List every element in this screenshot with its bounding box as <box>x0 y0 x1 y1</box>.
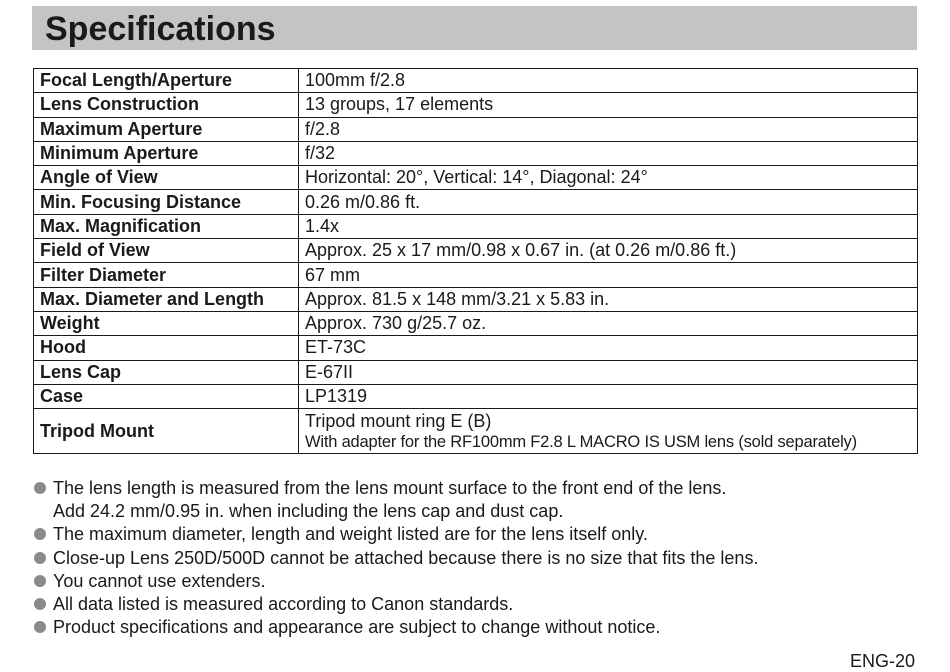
page-title: Specifications <box>45 10 276 48</box>
spec-label: Case <box>34 384 299 408</box>
spec-label: Field of View <box>34 239 299 263</box>
bullet-icon <box>34 528 46 540</box>
table-row <box>34 117 918 141</box>
spec-value: 100mm f/2.8 <box>299 69 918 93</box>
spec-label: Maximum Aperture <box>34 117 299 141</box>
spec-label: Weight <box>34 311 299 335</box>
note-text: You cannot use extenders. <box>53 570 266 591</box>
spec-label: Max. Magnification <box>34 214 299 238</box>
list-item <box>33 477 913 523</box>
list-item <box>33 523 913 546</box>
page-number: ENG-20 <box>849 651 915 671</box>
note-text: Close-up Lens 250D/500D cannot be attached because there is no size that fits the lens. <box>53 547 759 568</box>
spec-value: Horizontal: 20°, Vertical: 14°, Diagonal: 24° <box>299 166 918 190</box>
spec-value: 67 mm <box>299 263 918 287</box>
table-row <box>34 384 918 408</box>
bullet-icon <box>34 621 46 633</box>
tripod-adapter-line: With adapter for the RF100mm F2.8 L MACRO IS USM lens (sold separately) <box>305 432 857 451</box>
list-item <box>33 547 913 570</box>
spec-label: Lens Construction <box>34 93 299 117</box>
table-row <box>34 287 918 311</box>
spec-label: Minimum Aperture <box>34 141 299 165</box>
table-row <box>34 239 918 263</box>
table-row <box>34 69 918 93</box>
spec-value: LP1319 <box>299 384 918 408</box>
table-row <box>34 93 918 117</box>
table-row <box>34 190 918 214</box>
spec-value-tripod <box>299 409 918 454</box>
spec-label: Hood <box>34 336 299 360</box>
note-text: All data listed is measured according to Canon standards. <box>53 594 514 615</box>
title-bar <box>32 6 917 50</box>
note-text: The maximum diameter, length and weight listed are for the lens itself only. <box>53 524 648 545</box>
note-continuation: Add 24.2 mm/0.95 in. when including the lens cap and dust cap. <box>53 501 564 522</box>
spec-value: f/2.8 <box>299 117 918 141</box>
spec-value: 0.26 m/0.86 ft. <box>299 190 918 214</box>
table-row <box>34 141 918 165</box>
spec-value: Approx. 25 x 17 mm/0.98 x 0.67 in. (at 0.26 m/0.86 ft.) <box>299 239 918 263</box>
spec-value: 13 groups, 17 elements <box>299 93 918 117</box>
bullet-icon <box>34 575 46 587</box>
spec-value: Approx. 81.5 x 148 mm/3.21 x 5.83 in. <box>299 287 918 311</box>
table-row <box>34 336 918 360</box>
spec-label: Lens Cap <box>34 360 299 384</box>
bullet-icon <box>34 552 46 564</box>
spec-label: Max. Diameter and Length <box>34 287 299 311</box>
tripod-mount-line: Tripod mount ring E (B) <box>305 410 492 431</box>
spec-value: f/32 <box>299 141 918 165</box>
spec-label: Focal Length/Aperture <box>34 69 299 93</box>
table-row <box>34 311 918 335</box>
spec-label: Filter Diameter <box>34 263 299 287</box>
table-row <box>34 360 918 384</box>
specifications-table <box>33 68 918 454</box>
spec-value: ET-73C <box>299 336 918 360</box>
table-row <box>34 166 918 190</box>
list-item <box>33 570 913 593</box>
bullet-icon <box>34 482 46 494</box>
list-item <box>33 616 913 639</box>
spec-value: E-67II <box>299 360 918 384</box>
spec-label: Angle of View <box>34 166 299 190</box>
note-text: Product specifications and appearance are subject to change without notice. <box>53 617 661 638</box>
spec-value: Approx. 730 g/25.7 oz. <box>299 311 918 335</box>
table-row-tripod <box>34 409 918 454</box>
bullet-icon <box>34 598 46 610</box>
table-row <box>34 263 918 287</box>
list-item <box>33 593 913 616</box>
spec-value: 1.4x <box>299 214 918 238</box>
spec-label: Tripod Mount <box>34 409 299 454</box>
notes-list <box>33 477 913 639</box>
note-text: The lens length is measured from the lens mount surface to the front end of the lens. <box>53 478 727 498</box>
table-row <box>34 214 918 238</box>
spec-label: Min. Focusing Distance <box>34 190 299 214</box>
